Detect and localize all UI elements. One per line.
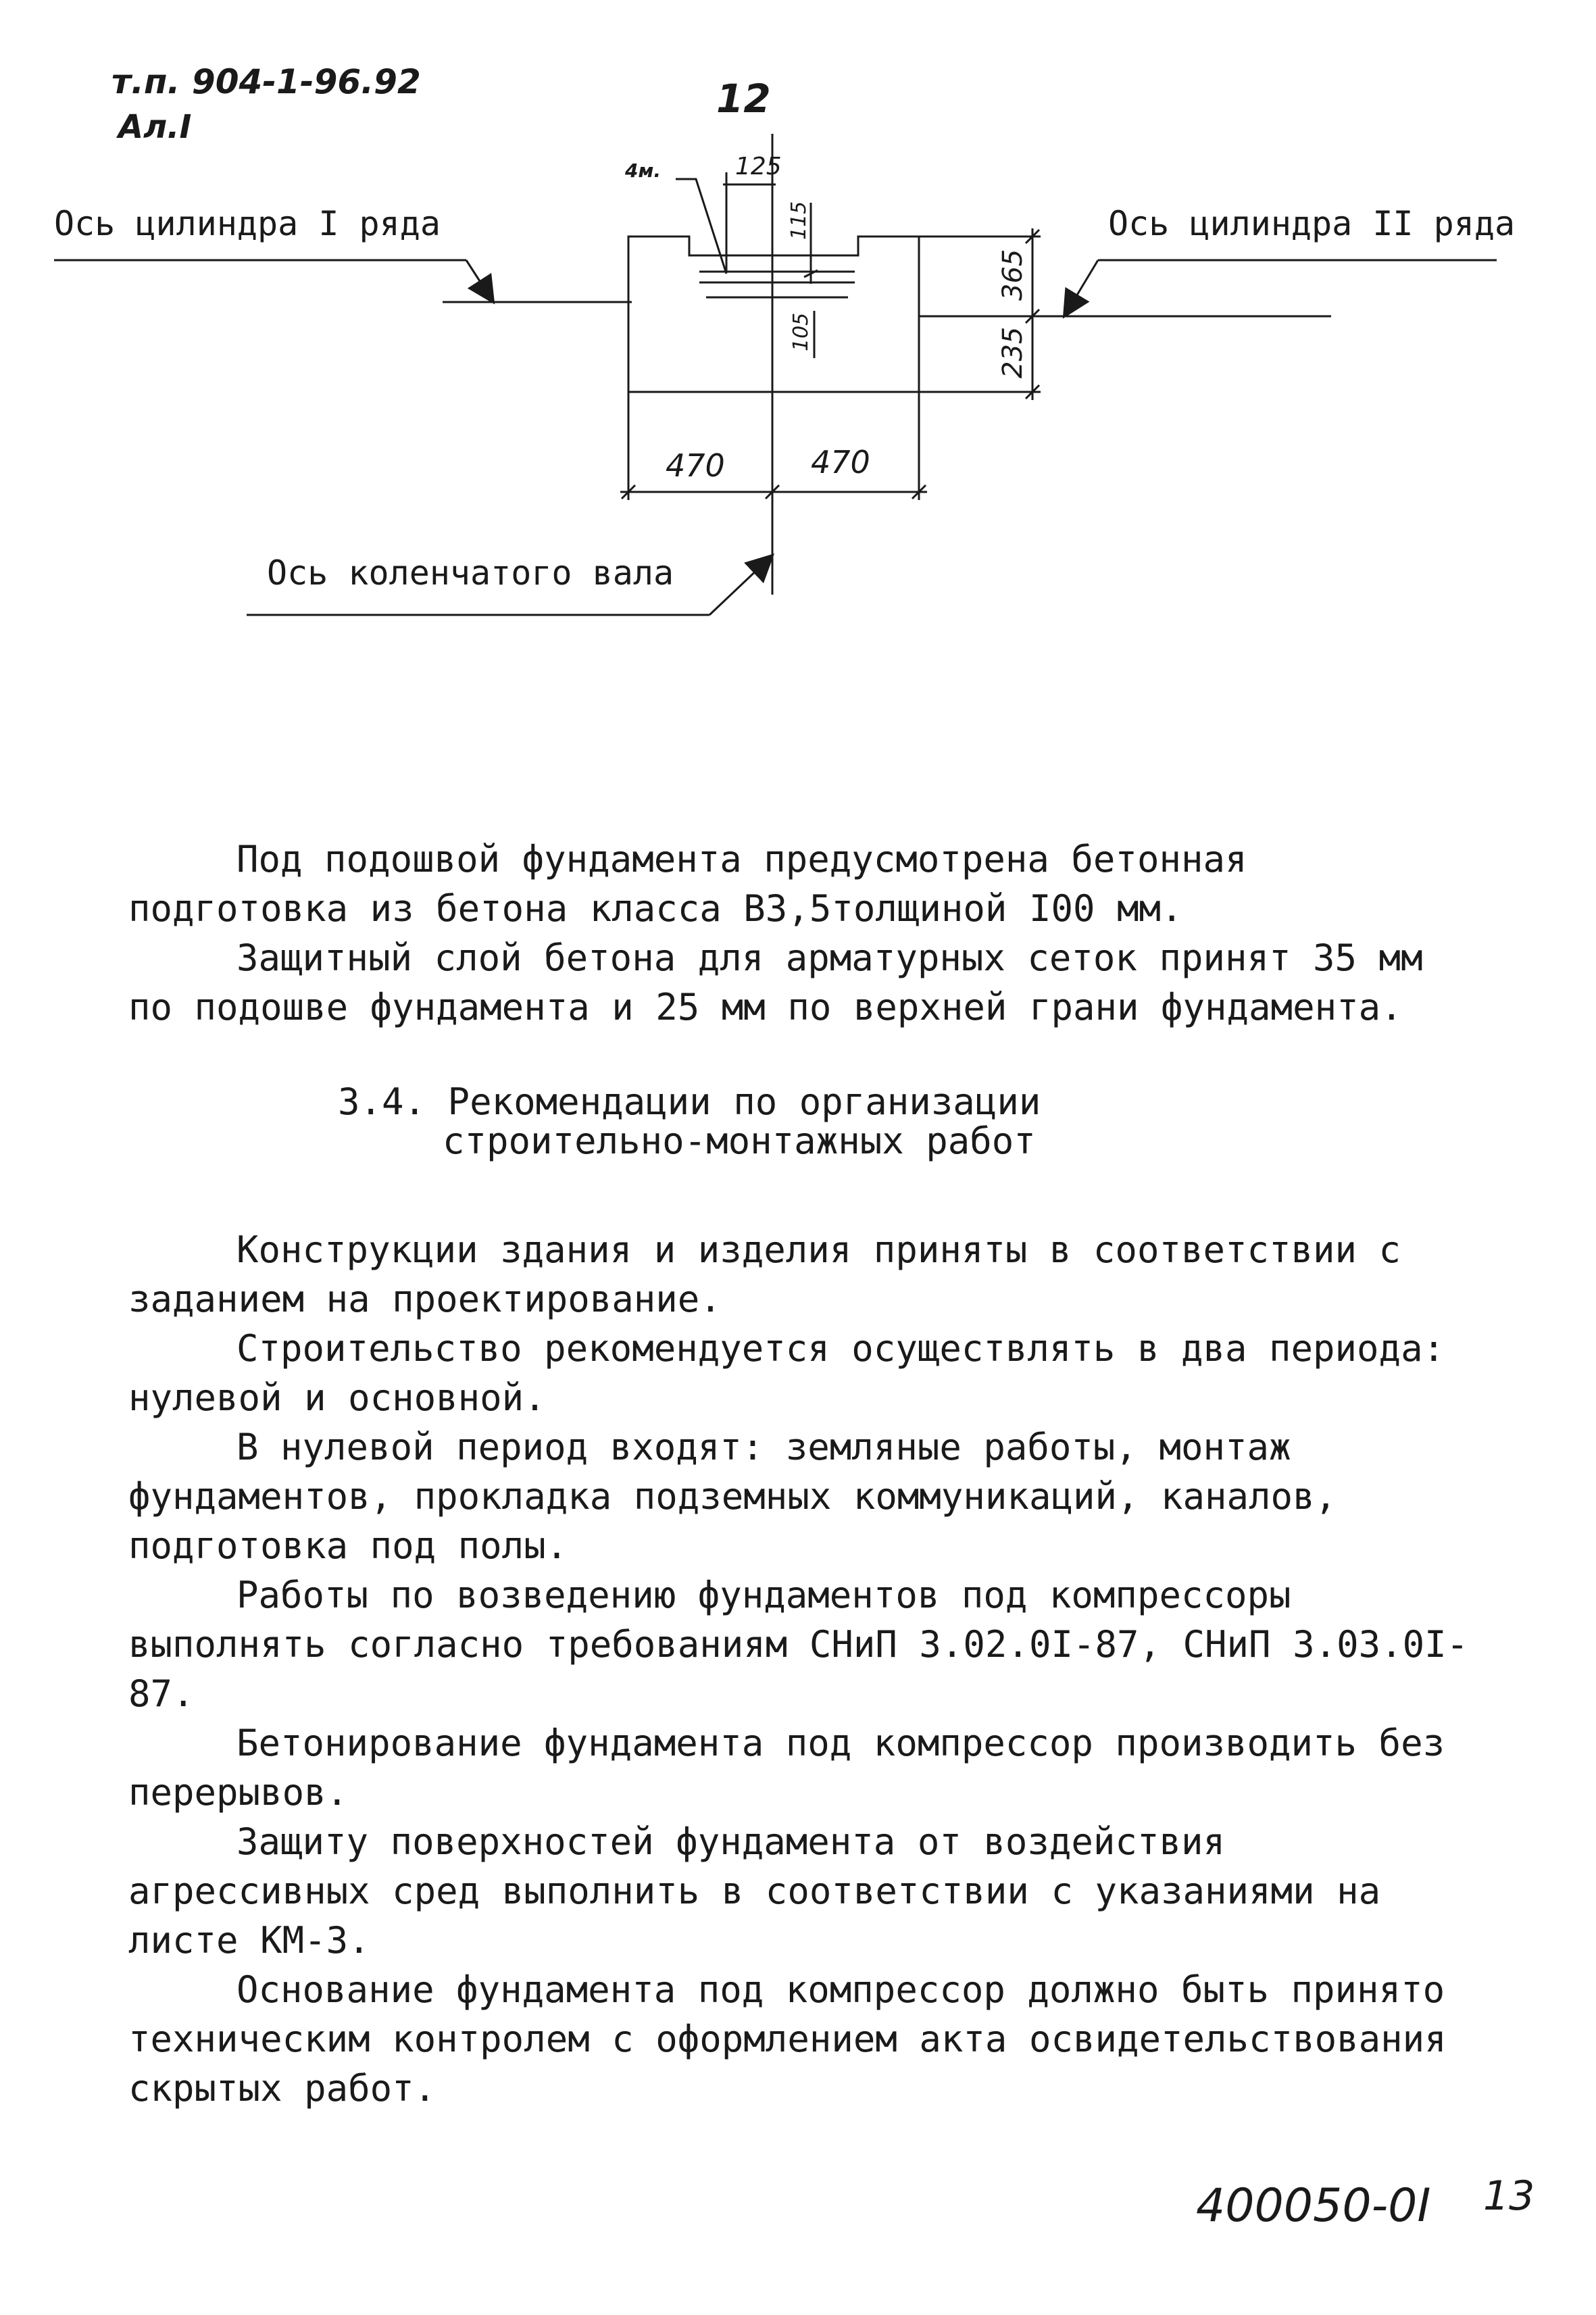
dim-anchor-spacing: 125 (735, 153, 782, 180)
section-heading-line2: строительно-монтажных работ (443, 1120, 1036, 1162)
label-crankshaft: Ось коленчатого вала (267, 553, 674, 593)
body-text (128, 835, 1480, 2113)
cylinder-row2-leader-arrow (1064, 260, 1098, 316)
paragraph-concreting: Бетонирование фундамента под компрессор производить без перерывов. (128, 1722, 1445, 1814)
project-code: т.п. 904-1-96.92 (111, 62, 421, 101)
album-number: Ал.I (118, 108, 192, 146)
dim-half-width-left: 470 (666, 447, 725, 484)
page-number: 12 (716, 76, 771, 122)
dim-half-width-right: 470 (811, 444, 870, 480)
dim-lower-height: 235 (997, 326, 1028, 378)
anchor-label-leader (676, 179, 726, 274)
label-cylinder-row1: Ось цилиндра I ряда (54, 204, 441, 243)
dim-embed-depth: 105 (789, 312, 813, 351)
label-cylinder-row2: Ось цилиндра II ряда (1108, 204, 1516, 243)
paragraph-concrete-preparation: Под подошвой фундамента предусмотрена бетонная подготовка из бетона класса В3,5толщиной I00 мм. (128, 838, 1247, 930)
paragraph-surface-protection: Защиту поверхностей фундамента от воздействия агрессивных сред выполнить в соответствии с указаниями на листе КМ-3. (128, 1820, 1381, 1962)
paragraph-periods: Строительство рекомендуется осуществлять в два периода: нулевой и основной. (128, 1327, 1445, 1419)
paragraph-zero-period: В нулевой период входят: земляные работы, монтаж фундаментов, прокладка подземных коммуникаций, каналов, подготовка под полы. (128, 1426, 1337, 1567)
dim-upper-height: 365 (997, 249, 1028, 301)
cylinder-row1-leader-arrow (466, 260, 493, 302)
paragraph-protective-layer: Защитный слой бетона для арматурных сеток принят 35 мм по подошве фундамента и 25 мм по верхней грани фундамента. (128, 937, 1423, 1028)
dim-top-step: 115 (787, 201, 811, 240)
sheet-number: 13 (1483, 2172, 1535, 2220)
paragraph-structures: Конструкции здания и изделия приняты в соответствии с заданием на проектирование. (128, 1228, 1401, 1320)
document-code: 400050-0I (1196, 2179, 1431, 2233)
paragraph-acceptance: Основание фундамента под компрессор должно быть принято техническим контролем с оформлением акта освидетельствования скрытых работ. (128, 1968, 1447, 2110)
label-anchor: 4м. (625, 159, 662, 182)
foundation-outline (628, 237, 919, 392)
paragraph-foundation-works: Работы по возведению фундаментов под компрессоры выполнять согласно требованиям СНиП 3.02.0I-87, СНиП 3.03.0I-87. (128, 1574, 1469, 1715)
section-heading-line1: 3.4. Рекомендации по организации (338, 1080, 1041, 1123)
section-heading (338, 1082, 1480, 1161)
crankshaft-leader-arrow (709, 555, 772, 615)
foundation-section-drawing (0, 0, 1596, 710)
